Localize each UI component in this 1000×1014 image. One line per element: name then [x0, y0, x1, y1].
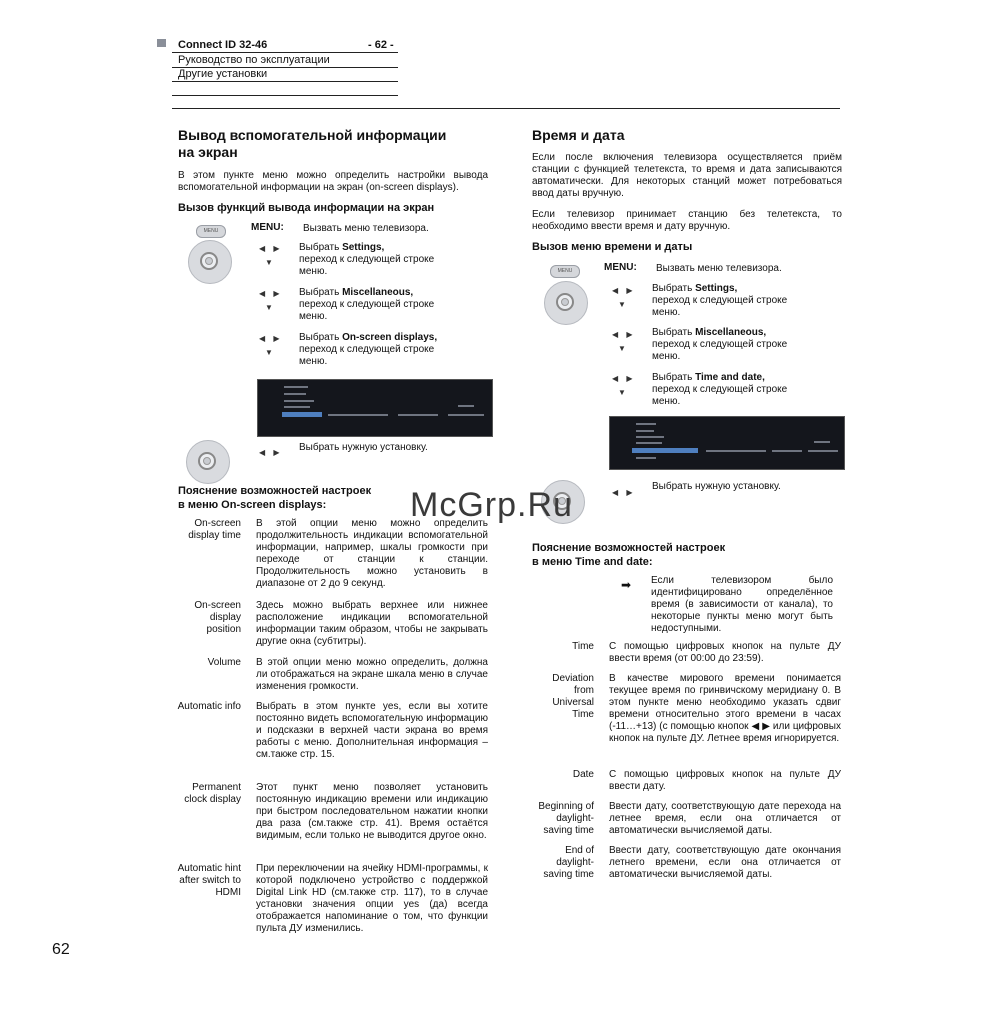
left-section-title	[178, 127, 488, 161]
right-term: End of daylight-saving time	[543, 845, 594, 880]
menu-button-icon: MENU	[196, 225, 226, 238]
right-definition: С помощью цифровых кнопок на пульте ДУ ввести дату.	[609, 769, 841, 792]
menu-key-desc: Вызвать меню телевизора.	[303, 223, 429, 234]
remote-dial-icon	[188, 240, 232, 284]
right-definition: Ввести дату, соответствующую дате перехода на летнее время, если она отличается от автоматически вычисляемой даты.	[609, 801, 841, 836]
left-term: Volume	[207, 657, 241, 668]
left-definition: Здесь можно выбрать верхнее или нижнее расположение индикации вспомогательной информации таким образом, чтобы не закрывать другие окна (субтитры).	[256, 600, 488, 647]
right-definition: С помощью цифровых кнопок на пульте ДУ ввести время (от 00:00 до 23:59).	[609, 641, 841, 664]
left-right-arrows-icon: ◀ ▶	[259, 244, 283, 253]
down-arrow-icon: ▼	[618, 344, 629, 353]
left-title-line1: Вывод вспомогательной информации	[178, 127, 447, 143]
down-arrow-icon: ▼	[618, 300, 629, 309]
left-explanation-heading: Пояснение возможностей настроек в меню On-screen displays:	[178, 485, 372, 511]
down-arrow-icon: ▼	[265, 258, 276, 267]
right-term: Beginning of daylight-saving time	[538, 801, 594, 836]
right-note: Если телевизором было идентифицировано определённое время (в зависимости от канала), то некоторые пункты меню могут быть недоступными.	[651, 575, 833, 634]
remote-dial-icon	[186, 440, 230, 484]
down-arrow-icon: ▼	[618, 388, 629, 397]
left-intro: В этом пункте меню можно определить настройки вывода вспомогательной информации на экран (on-screen displays).	[178, 170, 488, 193]
right-subheading: Вызов меню времени и даты	[532, 241, 693, 253]
left-term: Automatic info	[177, 701, 241, 712]
left-step-1: Выбрать Settings, переход к следующей строке меню.	[299, 242, 435, 277]
left-right-arrows-icon: ◀ ▶	[259, 448, 283, 457]
left-definition: При переключении на ячейку HDMI-программы, к которой подключено устройство с поддержкой Digital Link HD (см.также стр. 117), то в случае установки значения опции yes (да) всегда отображается напоминание о том, что функции пульта ДУ изменились.	[256, 863, 488, 934]
header-divider	[172, 81, 398, 82]
left-select-setting: Выбрать нужную установку.	[299, 442, 428, 453]
right-section-title: Время и дата	[532, 127, 625, 143]
tv-menu-screenshot	[609, 416, 845, 470]
right-term: Time	[572, 641, 594, 652]
menu-key-label: MENU:	[604, 262, 637, 273]
right-definition: Ввести дату, соответствующую дате окончания летнего времени, если она отличается от автоматически вычисляемой даты.	[609, 845, 841, 880]
page-number: 62	[52, 941, 70, 958]
left-right-arrows-icon: ◀ ▶	[259, 334, 283, 343]
right-term: Date	[572, 769, 594, 780]
left-term: On-screen display position	[194, 600, 241, 635]
left-term: On-screen display time	[188, 518, 241, 541]
left-term: Automatic hint after switch to HDMI	[177, 863, 241, 898]
header-divider	[172, 52, 398, 53]
right-definition: В качестве мирового времени понимается текущее время по гринвичскому меридиану 0. В этом пункте меню необходимо указать сдвиг времени относительно этого времени в часах (-11…+13) (с помощью кнопок ◀ ▶ или цифровых кнопок на пульте ДУ. Летнее время игнорируется.	[609, 673, 841, 744]
left-definition: В этой опции меню можно определить, должна ли отображаться на экране шкала меню в случае изменения громкости.	[256, 657, 488, 692]
right-para-1: Если после включения телевизора осуществляется приём станции с функцией телетекста, то время и дата записываются автоматически. Для некоторых станций может потребоваться ввод даты вручную.	[532, 152, 842, 199]
left-definition: Выбрать в этом пункте yes, если вы хотите постоянно видеть вспомогательную информацию и подсказки в верхней части экрана во время работы с меню. Дополнительная информация – см.также стр. 15.	[256, 701, 488, 760]
page-rule	[172, 108, 840, 109]
menu-key-desc: Вызвать меню телевизора.	[656, 263, 782, 274]
left-term: Permanent clock display	[184, 782, 241, 805]
tv-menu-screenshot	[257, 379, 493, 437]
header-marker-icon	[157, 39, 166, 47]
left-step-2: Выбрать Miscellaneous, переход к следующей строке меню.	[299, 287, 435, 322]
header-divider	[172, 95, 398, 96]
right-step-2: Выбрать Miscellaneous, переход к следующей строке меню.	[652, 327, 788, 362]
left-right-arrows-icon: ◀ ▶	[259, 289, 283, 298]
down-arrow-icon: ▼	[265, 303, 276, 312]
header-page-ref: - 62 -	[368, 39, 394, 51]
left-definition: В этой опции меню можно определить продолжительность индикации вспомогательной информации, например, шкалы громкости при переходе от станции к станции. Продолжительность можно установить в диапазоне от 2 до 9 секунд.	[256, 518, 488, 589]
header-section: Другие установки	[178, 68, 268, 80]
left-right-arrows-icon: ◀ ▶	[612, 286, 636, 295]
right-select-setting: Выбрать нужную установку.	[652, 481, 781, 492]
left-right-arrows-icon: ◀ ▶	[612, 374, 636, 383]
header-subtitle: Руководство по эксплуатации	[178, 54, 330, 66]
down-arrow-icon: ▼	[265, 348, 276, 357]
left-title-line2: на экран	[178, 144, 238, 160]
left-subheading: Вызов функций вывода информации на экран	[178, 202, 435, 214]
manual-title: Connect ID 32-46	[178, 39, 268, 51]
note-arrow-icon: ➡	[621, 578, 632, 592]
left-step-3: Выбрать On-screen displays, переход к следующей строке меню.	[299, 332, 438, 367]
left-definition: Этот пункт меню позволяет установить постоянную индикацию времени или индикацию при быстром последовательном нажатии кнопки два раза (см.также стр. 41). Время остаётся видимым, если только не выводится другое окно.	[256, 782, 488, 841]
right-term: Deviation from Universal Time	[552, 673, 594, 720]
right-step-1: Выбрать Settings, переход к следующей строке меню.	[652, 283, 788, 318]
left-right-arrows-icon: ◀ ▶	[612, 488, 636, 497]
watermark: McGrp.Ru	[410, 486, 573, 524]
right-step-3: Выбрать Time and date, переход к следующей строке меню.	[652, 372, 788, 407]
menu-key-label: MENU:	[251, 222, 284, 233]
remote-dial-icon	[544, 281, 588, 325]
right-explanation-heading: Пояснение возможностей настроек в меню Time and date:	[532, 542, 726, 568]
right-para-2: Если телевизор принимает станцию без телетекста, то необходимо ввести время и дату вручную.	[532, 209, 842, 232]
left-right-arrows-icon: ◀ ▶	[612, 330, 636, 339]
menu-button-icon: MENU	[550, 265, 580, 278]
